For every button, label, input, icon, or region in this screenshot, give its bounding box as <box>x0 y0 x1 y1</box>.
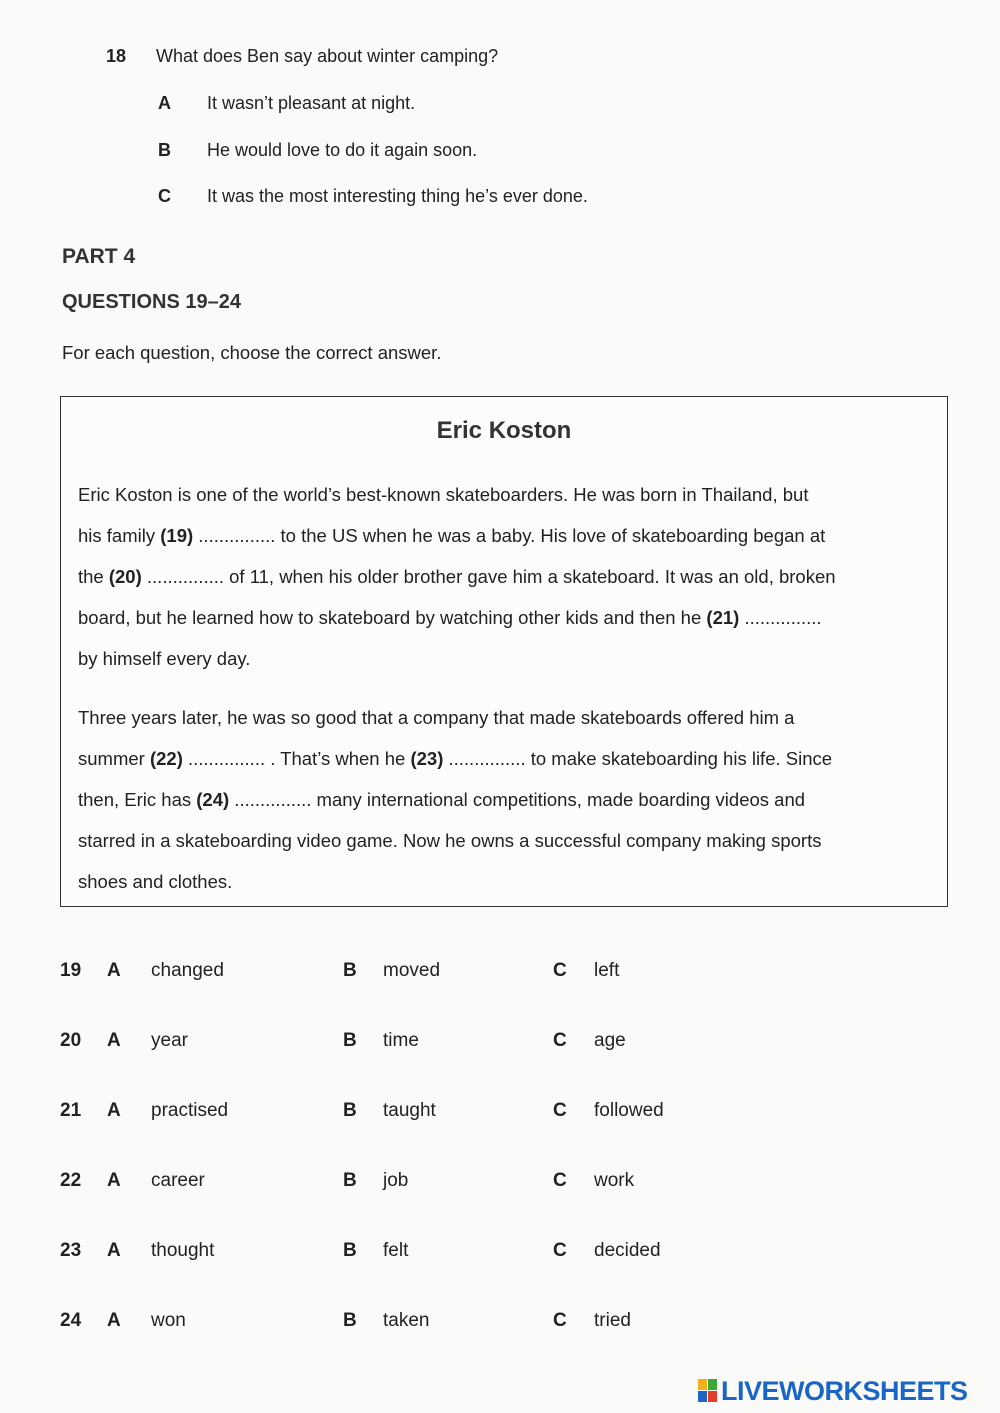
option-letter-c: C <box>553 960 567 981</box>
option-letter-c: C <box>553 1170 567 1191</box>
question-text: What does Ben say about winter camping? <box>156 46 499 66</box>
option-letter-c: C <box>158 186 171 206</box>
option-c[interactable]: tried <box>594 1310 631 1331</box>
passage-paragraph-1 <box>78 474 938 679</box>
option-letter-a: A <box>107 1170 121 1191</box>
passage-line: board, but he learned how to skateboard by watching other kids and then he (21) ............... <box>78 607 822 628</box>
gap-23: (23) <box>410 748 444 769</box>
gap-19: (19) <box>160 525 194 546</box>
option-letter-a: A <box>107 1100 121 1121</box>
answer-number: 23 <box>60 1240 82 1261</box>
option-letter-c: C <box>553 1310 567 1331</box>
answer-row-22 <box>0 1170 1000 1200</box>
option-letter-a: A <box>107 1310 121 1331</box>
passage-line: the (20) ............... of 11, when his older brother gave him a skateboard. It was an old, broken <box>78 566 836 587</box>
passage-line: Three years later, he was so good that a company that made skateboards offered him a <box>78 707 795 728</box>
option-b[interactable]: felt <box>383 1240 409 1261</box>
liveworksheets-logo-text: LIVEWORKSHEETS <box>721 1375 968 1406</box>
option-a[interactable]: changed <box>151 960 224 981</box>
option-c[interactable]: decided <box>594 1240 661 1261</box>
liveworksheets-logo <box>698 1376 968 1406</box>
option-letter-c: C <box>553 1240 567 1261</box>
passage-line: Eric Koston is one of the world’s best-known skateboarders. He was born in Thailand, but <box>78 484 809 505</box>
gap-22: (22) <box>149 748 183 769</box>
option-b[interactable]: taught <box>383 1100 436 1121</box>
passage-line: by himself every day. <box>78 648 251 669</box>
option-a[interactable]: practised <box>151 1100 229 1121</box>
option-letter-a: A <box>107 1030 121 1051</box>
passage-line: his family (19) ............... to the US when he was a baby. His love of skateboarding began at <box>78 525 826 546</box>
instruction-text: For each question, choose the correct answer. <box>62 342 442 363</box>
answer-number: 21 <box>60 1100 82 1121</box>
gap-20: (20) <box>108 566 142 587</box>
part-title: PART 4 <box>62 245 136 268</box>
passage-line: then, Eric has (24) ............... many international competitions, made boarding videos and <box>78 789 806 810</box>
answer-number: 19 <box>60 960 82 981</box>
answer-row-23 <box>0 1240 1000 1270</box>
option-text-b: He would love to do it again soon. <box>207 140 478 160</box>
option-c[interactable]: age <box>594 1030 626 1051</box>
answer-number: 20 <box>60 1030 82 1051</box>
option-b[interactable]: moved <box>383 960 441 981</box>
option-b[interactable]: taken <box>383 1310 430 1331</box>
question-number: 18 <box>106 46 127 66</box>
option-b[interactable]: time <box>383 1030 419 1051</box>
option-letter-b: B <box>343 1100 357 1121</box>
passage-line: shoes and clothes. <box>78 871 233 892</box>
passage-box <box>60 396 948 907</box>
liveworksheets-logo-icon <box>698 1379 718 1403</box>
option-letter-b: B <box>343 1030 357 1051</box>
option-c[interactable]: work <box>594 1170 635 1191</box>
answer-number: 22 <box>60 1170 82 1191</box>
gap-21: (21) <box>706 607 740 628</box>
option-letter-b: B <box>158 140 171 160</box>
option-letter-b: B <box>343 1240 357 1261</box>
answer-row-19 <box>0 960 1000 990</box>
option-letter-a: A <box>107 1240 121 1261</box>
option-letter-b: B <box>343 1170 357 1191</box>
passage-title: Eric Koston <box>436 417 572 444</box>
option-a[interactable]: career <box>151 1170 205 1191</box>
option-a[interactable]: won <box>151 1310 186 1331</box>
option-c[interactable]: left <box>594 960 620 981</box>
option-letter-c: C <box>553 1100 567 1121</box>
option-b[interactable]: job <box>383 1170 409 1191</box>
questions-range: QUESTIONS 19–24 <box>62 291 241 313</box>
option-letter-c: C <box>553 1030 567 1051</box>
answer-number: 24 <box>60 1310 82 1331</box>
answer-row-20 <box>0 1030 1000 1060</box>
answer-row-21 <box>0 1100 1000 1130</box>
answer-row-24 <box>0 1310 1000 1340</box>
option-a[interactable]: year <box>151 1030 188 1051</box>
option-a[interactable]: thought <box>151 1240 215 1261</box>
option-letter-a: A <box>107 960 121 981</box>
passage-line: summer (22) ............... . That’s when he (23) ............... to make skateboarding his life. Since <box>78 748 833 769</box>
option-letter-a: A <box>158 93 171 113</box>
passage-paragraph-2 <box>78 697 938 902</box>
option-letter-b: B <box>343 960 357 981</box>
option-text-c: It was the most interesting thing he’s ever done. <box>207 186 588 206</box>
option-c[interactable]: followed <box>594 1100 664 1121</box>
option-text-a: It wasn’t pleasant at night. <box>207 93 416 113</box>
option-letter-b: B <box>343 1310 357 1331</box>
gap-24: (24) <box>196 789 230 810</box>
passage-line: starred in a skateboarding video game. Now he owns a successful company making sports <box>78 830 822 851</box>
